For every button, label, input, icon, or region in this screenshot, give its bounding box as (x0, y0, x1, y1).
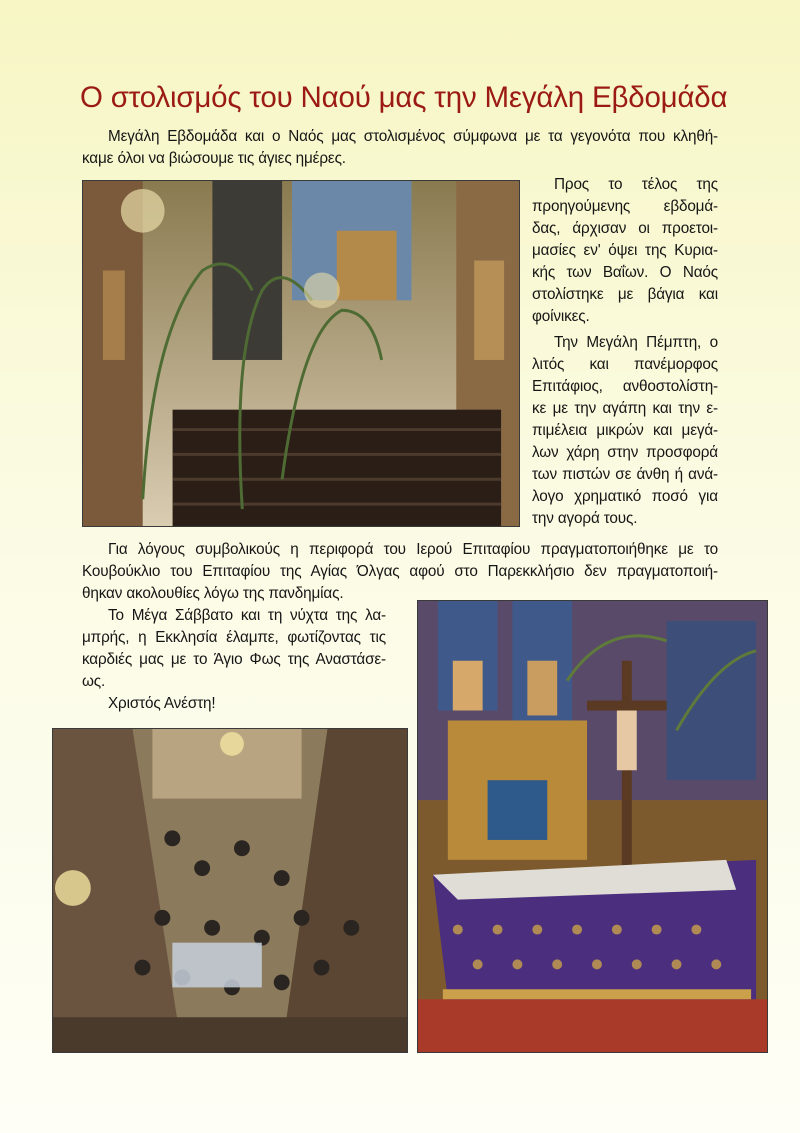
full-para-line-3: θηκαν ακολουθίες λόγω της πανδημίας. (82, 585, 344, 602)
closing-greeting: Χριστός Ανέστη! (108, 695, 216, 712)
page-title: Ο στολισμός του Ναού μας την Μεγάλη Εβδομάδα (80, 81, 728, 114)
intro-paragraph (82, 126, 718, 170)
intro-line-1: Μεγάλη Εβδομάδα και ο Ναός μας στολισμένος σύμφωνα με τα γεγονότα που κληθή- (108, 128, 718, 145)
right-col-1-line-4: μασίες εν' όψει της Κυρια- (532, 242, 718, 259)
left-col-line-2: μπρής, η Εκκλησία έλαμπε, φωτίζοντας τις (82, 629, 386, 646)
right-col-2-line-2: λιτός και πανέμορφος (532, 356, 718, 373)
photo-altar-crucifix (417, 600, 768, 1053)
right-col-2-line-4: κε με την αγάπη και την ε- (532, 400, 718, 417)
right-col-2-line-3: Επιτάφιος, ανθοστολίστη- (532, 378, 718, 395)
full-para-line-2: Κουβούκλιο του Επιταφίου της Αγίας Όλγας αφού στο Παρεκκλήσιο δεν πραγματοποιή- (82, 563, 718, 580)
right-col-2-line-6: λων χάρη στην προσφορά (532, 444, 718, 461)
right-col-2-line-8: λογο χρηματικό ποσό για (532, 488, 718, 505)
full-para-line-1: Για λόγους συμβολικούς η περιφορά του Ιερού Επιταφίου πραγματοποιήθηκε με το (108, 541, 718, 558)
right-col-2-line-9: την αγορά τους. (532, 510, 638, 527)
right-col-2-line-7: των πιστών σε άνθη ή ανά- (532, 466, 718, 483)
photo-nave-palms (82, 180, 520, 527)
photo-congregation-above (52, 728, 408, 1053)
right-col-1-line-1: Προς το τέλος της (554, 176, 718, 193)
left-col-line-3: καρδιές μας με το Άγιο Φως της Αναστάσε- (82, 651, 386, 668)
right-col-2-line-5: πιμέλεια μικρών και μεγά- (532, 422, 718, 439)
right-col-1-line-3: δας, άρχισαν οι προετοι- (532, 220, 718, 237)
right-col-2-line-1: Την Μεγάλη Πέμπτη, ο (554, 334, 718, 351)
right-col-1-line-2: προηγούμενης εβδομά- (532, 198, 718, 215)
right-col-1-line-7: φοίνικες. (532, 308, 590, 325)
left-col-line-4: ως. (82, 673, 106, 690)
left-column-text (82, 605, 386, 715)
intro-line-2: καμε όλοι να βιώσουμε τις άγιες ημέρες. (82, 150, 346, 167)
right-col-1-line-6: στολίστηκε με βάγια και (532, 286, 718, 303)
procession-paragraph (82, 539, 718, 605)
right-col-1-line-5: κής των Βαΐων. Ο Ναός (532, 264, 718, 281)
right-column-text (532, 174, 718, 530)
left-col-line-1: Το Μέγα Σάββατο και τη νύχτα της λα- (108, 607, 386, 624)
